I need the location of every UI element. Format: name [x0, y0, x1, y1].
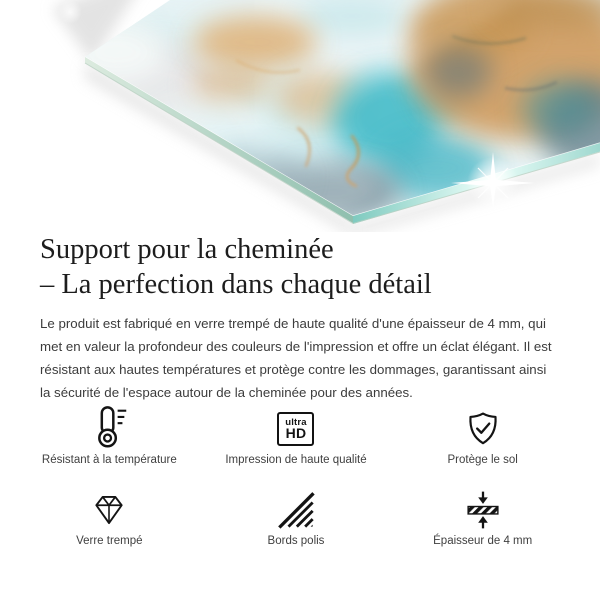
ultra-hd-text-top: ultra [285, 417, 307, 428]
feature-label: Verre trempé [76, 535, 143, 547]
feature-label: Protège le sol [447, 454, 518, 466]
thickness-arrows-icon [462, 489, 504, 531]
feature-label: Bords polis [267, 535, 325, 547]
ultra-hd-text-bottom: HD [285, 425, 307, 441]
feature-temperature [16, 408, 203, 467]
feature-polished-edges [203, 489, 390, 548]
feature-label: Résistant à la température [41, 454, 177, 466]
ultra-hd-icon [277, 408, 314, 450]
product-image [0, 0, 600, 232]
product-description: Le produit est fabriqué en verre trempé de haute qualité d'une épaisseur de 4 mm, qui met en valeur la profondeur des couleurs de l'impression et offre un éclat élégant. Il est résistant aux hautes températures et protège contre les dommages, garantissant ainsi la sécurité de l'espace autour de la cheminée pour des années. [40, 316, 552, 400]
polished-edge-icon [276, 489, 316, 531]
feature-tempered-glass [16, 489, 203, 548]
feature-label: Impression de haute qualité [225, 454, 367, 466]
page-title [40, 232, 560, 302]
shield-check-icon [463, 408, 503, 450]
glass-panel-illustration [0, 0, 600, 232]
feature-floor-protection [389, 408, 576, 467]
feature-label: Épaisseur de 4 mm [433, 535, 533, 547]
page-title-line1: Support pour la cheminée [40, 234, 334, 265]
diamond-icon [88, 489, 130, 531]
thermometer-icon [86, 408, 132, 450]
feature-thickness [389, 489, 576, 548]
page-title-line2: – La perfection dans chaque détail [40, 269, 432, 300]
feature-grid [16, 408, 576, 548]
feature-print-quality [203, 408, 390, 467]
